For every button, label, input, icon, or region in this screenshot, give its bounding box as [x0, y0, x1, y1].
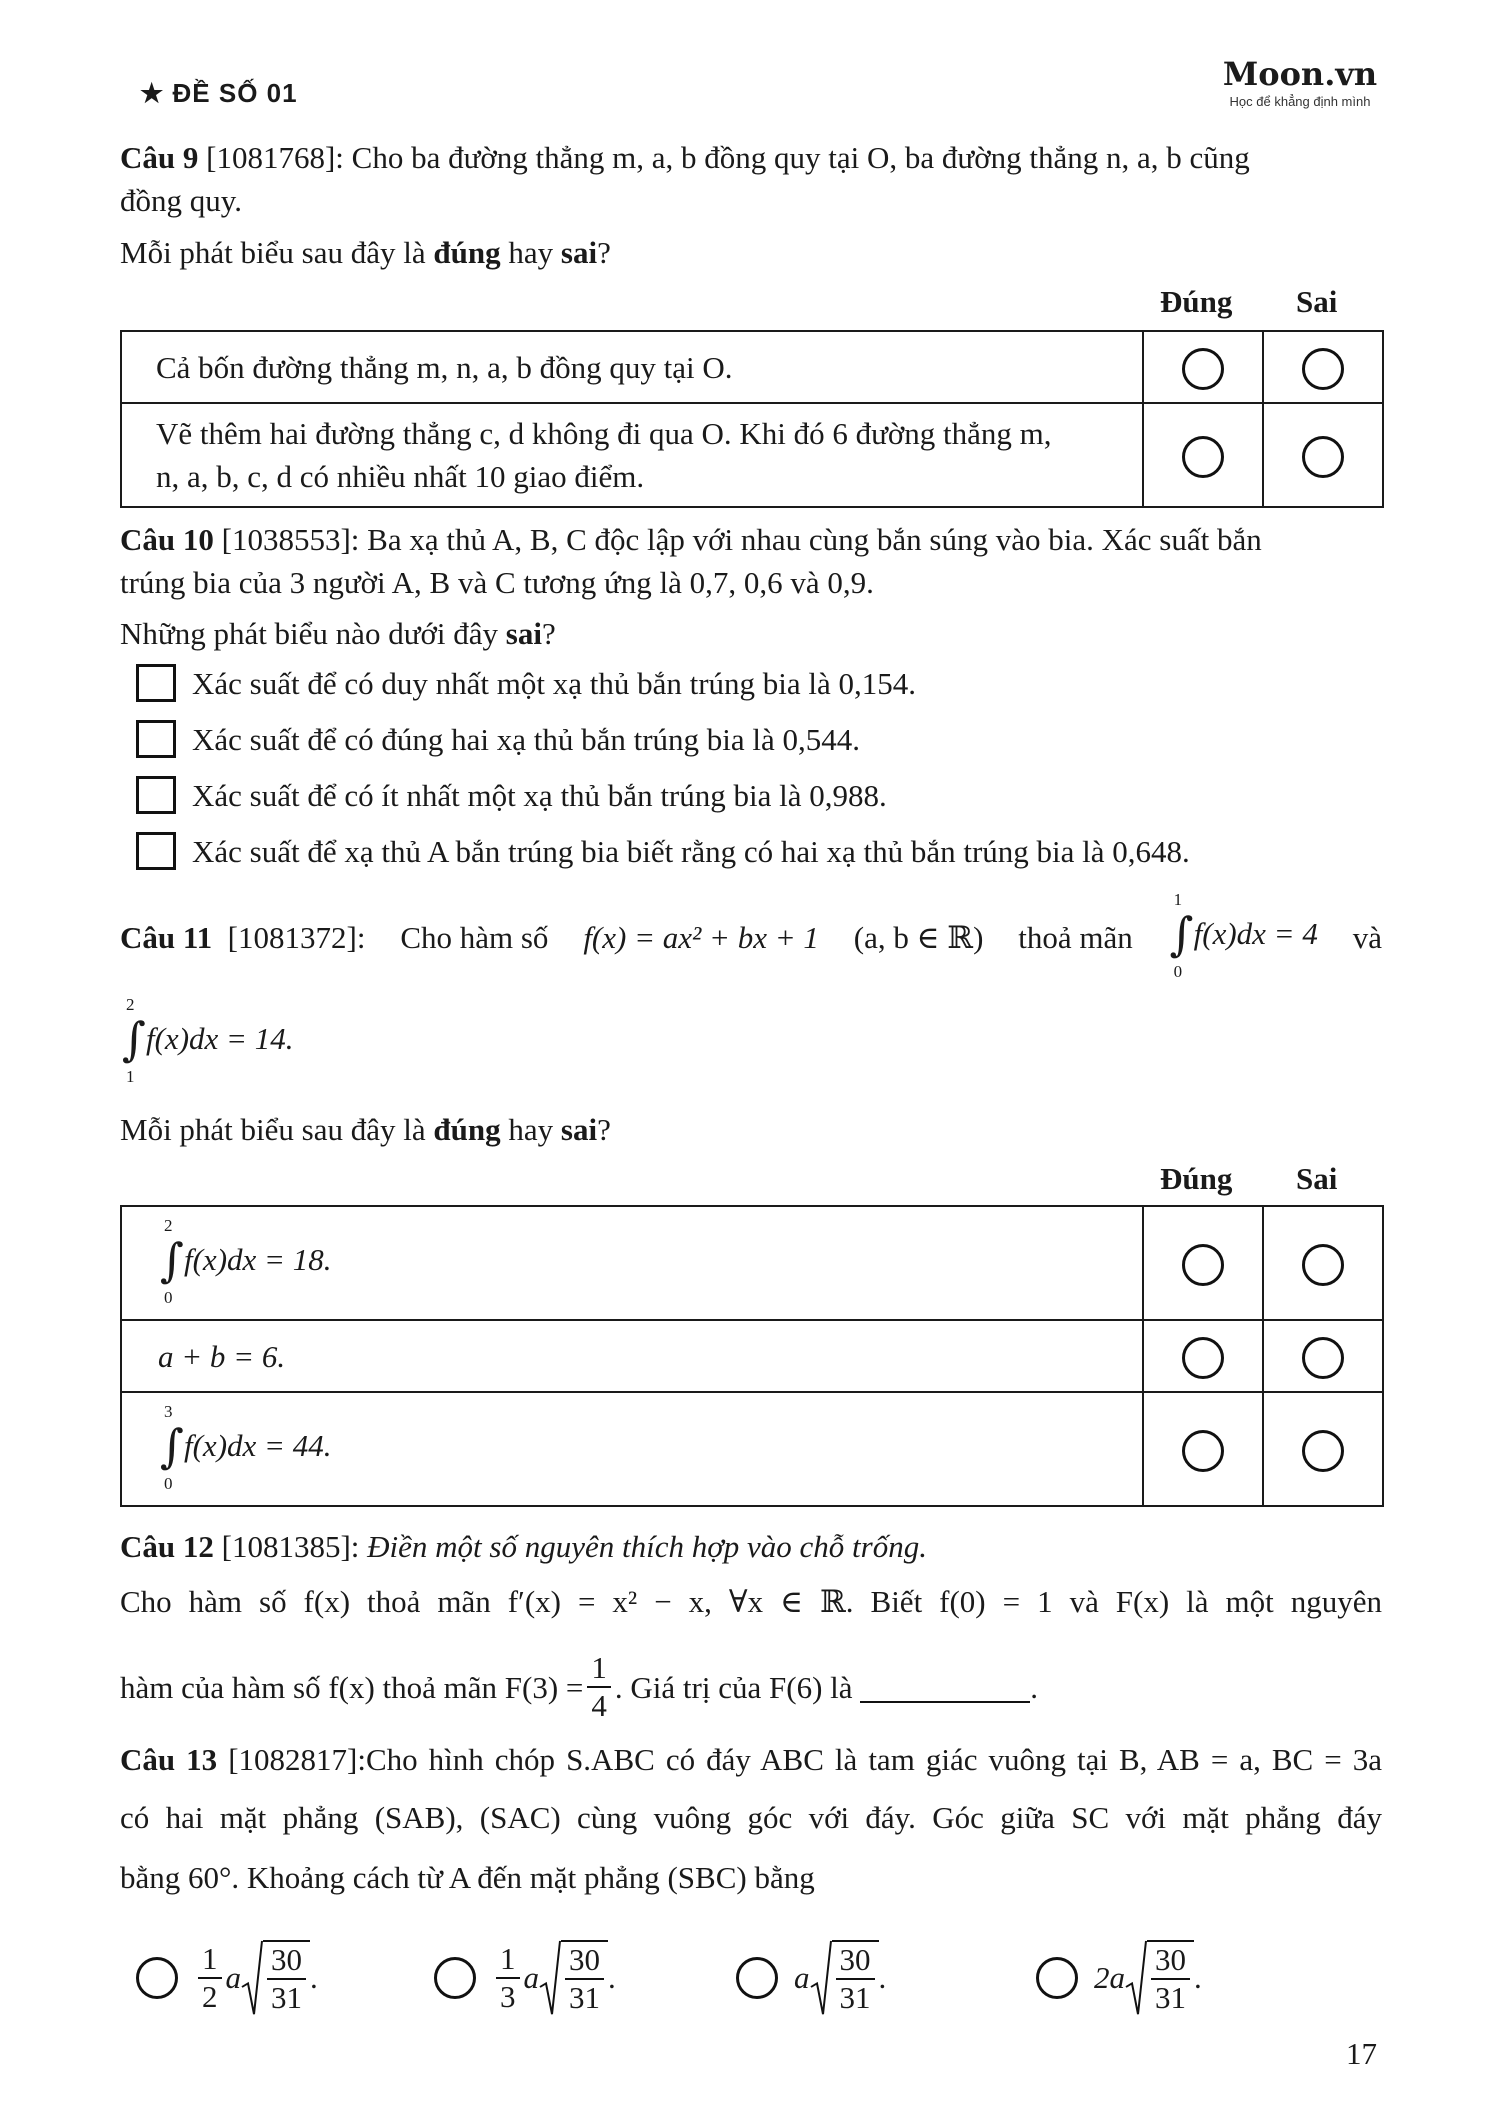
frac-den: 4: [591, 1688, 607, 1723]
stmt-line: Vẽ thêm hai đường thẳng c, d không đi qua O. Khi đó 6 đường thẳng m,: [156, 416, 1052, 451]
frac-den: 3: [500, 1979, 516, 2014]
q12-label: Câu 12: [120, 1529, 214, 1564]
radio-false[interactable]: [1302, 436, 1344, 478]
q11-intro: Cho hàm số: [400, 919, 549, 955]
q11-col-true: Đúng: [1160, 1161, 1233, 1196]
answer-option-4[interactable]: 2a $\frac{30}{31}$ .: [1036, 1940, 1202, 2016]
q9-table: [120, 330, 1384, 508]
answer-option-3[interactable]: a $\frac{30}{31}$ .: [736, 1940, 886, 2016]
table-row: [121, 1320, 1383, 1392]
radio-true[interactable]: [1182, 436, 1224, 478]
table-row: [121, 403, 1383, 507]
frac-num: 1: [198, 1941, 222, 1979]
q11-prompt: [120, 1108, 1382, 1151]
sqrt: [810, 1940, 879, 2016]
frac-den: 2: [202, 1979, 218, 2014]
int-lower: 0: [164, 1288, 173, 1307]
q12-instruction: Điền một số nguyên thích hợp vào chỗ trống.: [367, 1529, 927, 1564]
q11-stmt1: [121, 1206, 1143, 1320]
q12-id: [1081385]:: [221, 1529, 360, 1564]
q12-text: .: [1030, 1669, 1039, 1705]
fraction: [587, 1650, 611, 1724]
radio-false[interactable]: [1302, 348, 1344, 390]
answer-option-2[interactable]: $\frac{1}{3}$ a $\frac{30}{31}$ .: [434, 1940, 616, 2016]
frac-den: 31: [1155, 1980, 1186, 2015]
int-upper: 2: [164, 1216, 173, 1235]
answer-blank[interactable]: [860, 1671, 1030, 1703]
table-row: [121, 1206, 1383, 1320]
fraction: [1151, 1942, 1190, 2016]
brand-tagline: Học để khẳng định mình: [1229, 94, 1371, 109]
radio-option[interactable]: [434, 1957, 476, 1999]
prompt-true: đúng: [433, 1112, 501, 1147]
stmt-line: n, a, b, c, d có nhiều nhất 10 giao điểm.: [156, 459, 645, 494]
prompt-false: sai: [560, 235, 598, 270]
sqrt: [1125, 1940, 1194, 2016]
frac-num: 1: [496, 1941, 520, 1979]
q9-line1: Cho ba đường thẳng m, a, b đồng quy tại O, ba đường thẳng n, a, b cũng: [351, 140, 1250, 175]
fraction: [836, 1942, 875, 2016]
frac-den: 31: [569, 1980, 600, 2015]
fraction: [496, 1941, 520, 2015]
q10-option-3: Xác suất để có ít nhất một xạ thủ bắn trúng bia là 0,988.: [192, 778, 887, 813]
int-upper: 3: [164, 1402, 173, 1421]
frac-num: 30: [565, 1942, 604, 1980]
q12-header: [120, 1525, 1382, 1568]
q10-prompt: [120, 612, 1382, 655]
radio-false[interactable]: [1302, 1430, 1344, 1472]
sqrt: [241, 1940, 310, 2016]
q9-stmt1: Cả bốn đường thẳng m, n, a, b đồng quy tại O.: [121, 331, 1143, 403]
q9-stmt2: [121, 403, 1143, 507]
brand-logo: [1220, 55, 1380, 109]
q13-label: Câu 13: [120, 1742, 218, 1777]
q12-text: hàm của hàm số f(x) thoả mãn F(3) =: [120, 1669, 584, 1705]
q10-label: Câu 10: [120, 522, 214, 557]
q9-line2: đồng quy.: [120, 183, 242, 218]
checkbox-option-4[interactable]: [136, 832, 176, 870]
frac-num: 1: [587, 1650, 611, 1688]
prompt-text: Những phát biểu nào dưới đây: [120, 616, 506, 651]
brand-name: Moon.vn: [1222, 55, 1378, 93]
radio-true[interactable]: [1182, 1337, 1224, 1379]
integral-sign: 2 ∫ 0: [160, 1216, 184, 1307]
q11-satisfies: thoả mãn: [1018, 919, 1133, 955]
table-row: [121, 331, 1383, 403]
q11-stmt2: [121, 1320, 1143, 1392]
radio-true[interactable]: [1182, 348, 1224, 390]
prompt-text: ?: [597, 1112, 611, 1147]
q9-col-false: Sai: [1296, 284, 1338, 319]
integral-sign: 1 ∫ 0: [1169, 890, 1194, 981]
q12-text: . Giá trị của F(6) là: [614, 1669, 853, 1705]
frac-num: 30: [836, 1942, 875, 1980]
q11-id: [1081372]:: [227, 919, 366, 955]
radio-false[interactable]: [1302, 1337, 1344, 1379]
checkbox-option-1[interactable]: [136, 664, 176, 702]
fraction: [565, 1942, 604, 2016]
radio-true[interactable]: [1182, 1430, 1224, 1472]
q12-line2: [120, 1650, 1382, 1724]
prompt-text: Mỗi phát biểu sau đây là: [120, 235, 434, 270]
q11-line2: [120, 995, 1382, 1086]
q12-line1: Cho hàm số f(x) thoả mãn f′(x) = x² − x, ∀x ∈ ℝ. Biết f(0) = 1 và F(x) là một nguyên: [120, 1584, 1382, 1619]
q10-line2: trúng bia của 3 người A, B và C tương ứng là 0,7, 0,6 và 0,9.: [120, 565, 874, 600]
q11-table: [120, 1205, 1384, 1507]
answer-var: a: [794, 1960, 810, 1995]
fraction: [198, 1941, 222, 2015]
answer-var: a: [523, 1960, 539, 1995]
prompt-text: ?: [541, 616, 556, 651]
prompt-text: hay: [500, 235, 561, 270]
prompt-false: sai: [560, 1112, 598, 1147]
q11-col-false: Sai: [1296, 1161, 1338, 1196]
stmt-text: a + b = 6.: [158, 1338, 286, 1374]
answer-var: 2a: [1094, 1960, 1125, 1995]
int-lower: 1: [126, 1067, 135, 1086]
page-number: 17: [1346, 2036, 1377, 2071]
table-row: [121, 1392, 1383, 1506]
q13-id: [1082817]:: [228, 1742, 366, 1777]
q9-id: [1081768]:: [206, 140, 344, 175]
answer-var: a: [225, 1960, 241, 1995]
q9-text: [120, 136, 1382, 222]
q9-prompt: [120, 231, 1382, 274]
radio-option[interactable]: [136, 1957, 178, 1999]
q11-and: và: [1352, 919, 1382, 955]
q10-line1: Ba xạ thủ A, B, C độc lập với nhau cùng bắn súng vào bia. Xác suất bắn: [367, 522, 1262, 557]
radio-option[interactable]: [1036, 1957, 1078, 1999]
frac-num: 30: [1151, 1942, 1190, 1980]
q9-col-true: Đúng: [1160, 284, 1233, 319]
prompt-text: ?: [597, 235, 611, 270]
q13-line2: có hai mặt phẳng (SAB), (SAC) cùng vuông góc với đáy. Góc giữa SC với mặt phẳng đáy: [120, 1800, 1382, 1835]
q11-label: Câu 11: [120, 919, 213, 955]
prompt-text: Mỗi phát biểu sau đây là: [120, 1112, 434, 1147]
checkbox-option-2[interactable]: [136, 720, 176, 758]
radio-false[interactable]: [1302, 1244, 1344, 1286]
sqrt: [539, 1940, 608, 2016]
section-title: ★ ĐỀ SỐ 01: [140, 78, 298, 108]
frac-den: 31: [271, 1980, 302, 2015]
stmt-text: f(x)dx = 18.: [184, 1242, 332, 1278]
answer-option-1[interactable]: $\frac{1}{2}$ a $\frac{30}{31}$ .: [136, 1940, 318, 2016]
radio-option[interactable]: [736, 1957, 778, 1999]
q11-stmt3: [121, 1392, 1143, 1506]
int-lower: 0: [164, 1474, 173, 1493]
fraction: [267, 1942, 306, 2016]
frac-den: 31: [839, 1980, 871, 2015]
q13-text: Cho hình chóp S.ABC có đáy ABC là tam giác vuông tại B, AB = a, BC = 3a: [365, 1742, 1383, 1777]
q10-option-4: Xác suất để xạ thủ A bắn trúng bia biết rằng có hai xạ thủ bắn trúng bia là 0,648.: [192, 834, 1190, 869]
integral-sign: 2 ∫ 1: [122, 995, 146, 1086]
checkbox-option-3[interactable]: [136, 776, 176, 814]
q9-label: Câu 9: [120, 140, 199, 175]
q10-option-1: Xác suất để có duy nhất một xạ thủ bắn trúng bia là 0,154.: [192, 666, 917, 701]
prompt-false: sai: [505, 616, 542, 651]
q11-int1: f(x)dx = 4: [1193, 916, 1318, 952]
q10-id: [1038553]:: [221, 522, 360, 557]
q11-int2: f(x)dx = 14.: [146, 1021, 294, 1057]
frac-num: 30: [267, 1942, 306, 1980]
q11-func: f(x) = ax² + bx + 1: [583, 919, 819, 955]
q11-line1: [120, 890, 1382, 981]
q13-line1: [120, 1738, 1382, 1781]
prompt-true: đúng: [433, 235, 501, 270]
q10-option-2: Xác suất để có đúng hai xạ thủ bắn trúng bia là 0,544.: [192, 722, 861, 757]
integral-sign: 3 ∫ 0: [160, 1402, 184, 1493]
int-upper: 2: [126, 995, 135, 1014]
radio-true[interactable]: [1182, 1244, 1224, 1286]
stmt-text: f(x)dx = 44.: [184, 1428, 332, 1464]
prompt-text: hay: [500, 1112, 561, 1147]
int-lower: 0: [1173, 962, 1183, 981]
q13-line3: bằng 60°. Khoảng cách từ A đến mặt phẳng (SBC) bằng: [120, 1860, 815, 1895]
int-upper: 1: [1173, 890, 1183, 909]
q11-domain: (a, b ∈ ℝ): [853, 919, 984, 955]
q10-text: [120, 518, 1382, 604]
